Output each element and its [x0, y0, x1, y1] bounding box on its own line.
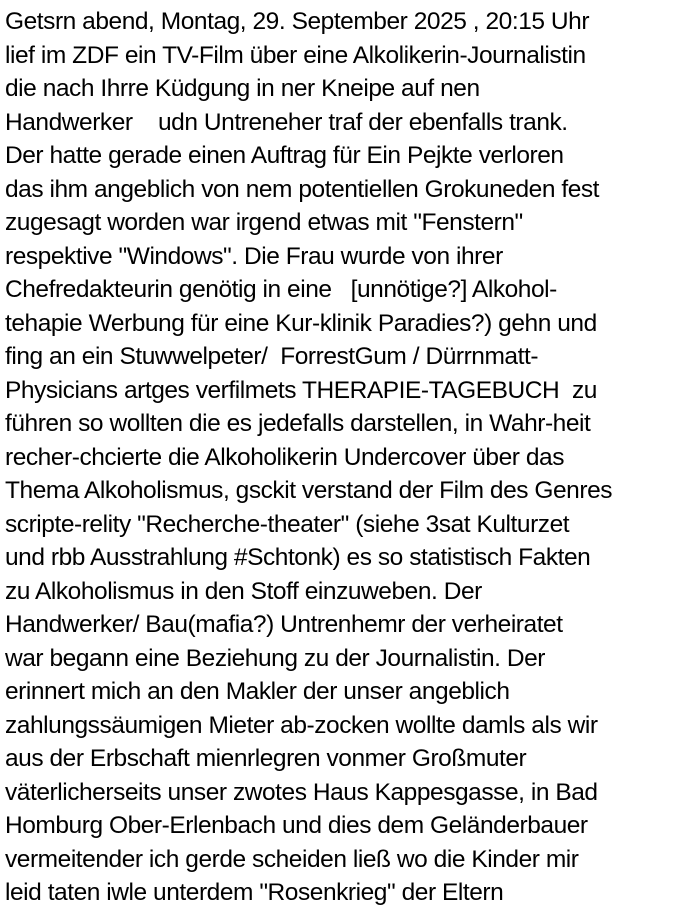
- text-line: scripte-relity "Recherche-theater" (siehe 3sat Kulturzet: [5, 510, 570, 538]
- text-line: Handwerker udn Untreneher traf der ebenfalls trank.: [5, 108, 568, 136]
- text-line: die nach Ihrre Küdgung in ner Kneipe auf nen: [5, 75, 480, 102]
- text-line: Getsrn abend, Montag, 29. September 2025 , 20:15 Uhr: [5, 8, 590, 35]
- text-line: respektive "Windows". Die Frau wurde von ihrer: [5, 242, 503, 270]
- text-line: recher-chcierte die Alkoholikerin Undercover über das: [5, 443, 564, 471]
- text-line: leid taten iwle unterdem "Rosenkrieg" der Eltern: [5, 879, 504, 906]
- text-line: tehapie Werbung für eine Kur-klinik Paradies?) gehn und: [5, 309, 597, 337]
- text-line: zahlungssäumigen Mieter ab-zocken wollte damls als wir: [5, 711, 598, 739]
- text-line: zugesagt worden war irgend etwas mit "Fenstern": [5, 209, 523, 236]
- text-line: Thema Alkoholismus, gsckit verstand der Film des Genres: [5, 477, 613, 504]
- text-line: väterlicherseits unser zwotes Haus Kappesgasse, in Bad: [5, 778, 598, 806]
- text-line: aus der Erbschaft mienrlegren vonmer Großmuter: [5, 745, 527, 772]
- text-line: erinnert mich an den Makler der unser angeblich: [5, 678, 510, 705]
- text-line: war begann eine Beziehung zu der Journalistin. Der: [5, 644, 545, 672]
- text-line: vermeitender ich gerde scheiden ließ wo die Kinder mir: [5, 845, 579, 873]
- text-line: fing an ein Stuwwelpeter/ ForrestGum / Dürrnmatt-: [5, 343, 539, 370]
- text-line: Homburg Ober-Erlenbach und dies dem Geländerbauer: [5, 812, 588, 839]
- text-line: Der hatte gerade einen Auftrag für Ein Pejkte verloren: [5, 142, 564, 169]
- text-line: lief im ZDF ein TV-Film über eine Alkolikerin-Journalistin: [5, 41, 586, 69]
- text-line: führen so wollten die es jedefalls darstellen, in Wahr-heit: [5, 410, 591, 437]
- text-line: das ihm angeblich von nem potentiellen Grokuneden fest: [5, 175, 600, 203]
- text-line: und rbb Ausstrahlung #Schtonk) es so statistisch Fakten: [5, 544, 591, 571]
- text-line: Chefredakteurin genötig in eine [unnötige?] Alkohol-: [5, 276, 557, 303]
- text-line: zu Alkoholismus in den Stoff einzuweben. Der: [5, 577, 482, 605]
- text-line: Handwerker/ Bau(mafia?) Untrenhemr der verheiratet: [5, 611, 563, 638]
- text-line: Physicians artges verfilmets THERAPIE-TAGEBUCH zu: [5, 376, 597, 404]
